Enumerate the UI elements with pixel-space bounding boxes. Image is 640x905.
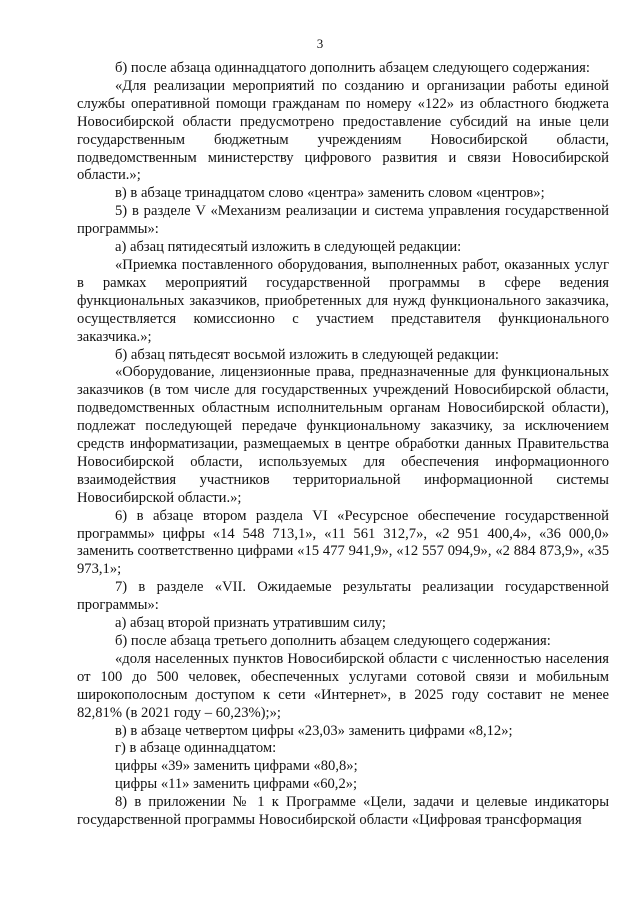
- page-number: 3: [316, 36, 324, 51]
- paragraph-settlements-share: «доля населенных пунктов Новосибирской области с численностью населения от 100 до 500 человек, обеспеченных услугами сотовой связи и мобильным широкополосным доступом к сети «Интернет», в 2025 году составит не менее 82,81% (в 2021 году – 60,23%);»;: [77, 650, 609, 721]
- paragraph-item-b-after-eleventh: б) после абзаца одиннадцатого дополнить абзацем следующего содержания:: [115, 60, 590, 76]
- paragraph-figures-39: цифры «39» заменить цифрами «80,8»;: [115, 758, 358, 775]
- paragraph-item-a-fiftieth: а) абзац пятидесятый изложить в следующей редакции:: [115, 239, 462, 256]
- paragraph-item-b-after-third: б) после абзаца третьего дополнить абзацем следующего содержания:: [115, 633, 551, 649]
- paragraph-service-122-subsidies: «Для реализации мероприятий по созданию и организации работы единой службы оперативной помощи гражданам по номеру «122» из областного бюджета Новосибирской области предусмотрено предоставление субсидий на иные цели государственным бюджетным учреждениям Новосибирской области, подведомственным министерству цифрового развития и связи Новосибирской области.»;: [77, 77, 609, 184]
- paragraph-item-v-thirteenth: в) в абзаце тринадцатом слово «центра» заменить словом «центров»;: [115, 185, 545, 202]
- paragraph-point-8-appendix-1: 8) в приложении № 1 к Программе «Цели, задачи и целевые индикаторы государственной программы Новосибирской области «Цифровая трансформация: [77, 794, 609, 829]
- paragraph-item-g-eleventh: г) в абзаце одиннадцатом:: [115, 740, 277, 757]
- paragraph-item-a-second-void: а) абзац второй признать утратившим силу;: [115, 615, 386, 632]
- paragraph-point-7-section-vii: 7) в разделе «VII. Ожидаемые результаты реализации государственной программы»:: [77, 579, 609, 614]
- paragraph-item-b-fifty-eighth: б) абзац пятьдесят восьмой изложить в следующей редакции:: [115, 346, 499, 363]
- paragraph-item-v-fourth: в) в абзаце четвертом цифры «23,03» заменить цифрами «8,12»;: [115, 722, 513, 739]
- paragraph-point-6-section-vi: 6) в абзаце втором раздела VI «Ресурсное обеспечение государственной программы» цифры «14 548 713,1», «11 561 312,7», «2 951 400,4», «36 000,0» заменить соответственно цифрами «15 477 941,9», «12 557 094,9», «2 884 873,9», «35 973,1»;: [77, 507, 609, 578]
- paragraph-equipment-licenses: «Оборудование, лицензионные права, предназначенные для функциональных заказчиков (в том числе для государственных учреждений Новосибирской области, подведомственных областным исполнительным органам Новосибирской области), подлежат последующей передаче функциональному заказчику, за исключением средств информатизации, размещаемых в центре обработки данных Правительства Новосибирской области, используемых для обеспечения информационного взаимодействия участников территориальной информационной системы Новосибирской области.»;: [77, 364, 609, 506]
- paragraph-acceptance-equipment: «Приемка поставленного оборудования, выполненных работ, оказанных услуг в рамках мероприятий государственной программы в сфере ведения функциональных заказчиков, приобретенных для нужд функционального заказчика, осуществляется комиссионно с участием представителя функционального заказчика.»;: [77, 256, 609, 345]
- paragraph-figures-11: цифры «11» заменить цифрами «60,2»;: [115, 776, 358, 793]
- document-body: [77, 60, 609, 830]
- paragraph-point-5-section-v: 5) в разделе V «Механизм реализации и система управления государственной программы»:: [77, 203, 609, 238]
